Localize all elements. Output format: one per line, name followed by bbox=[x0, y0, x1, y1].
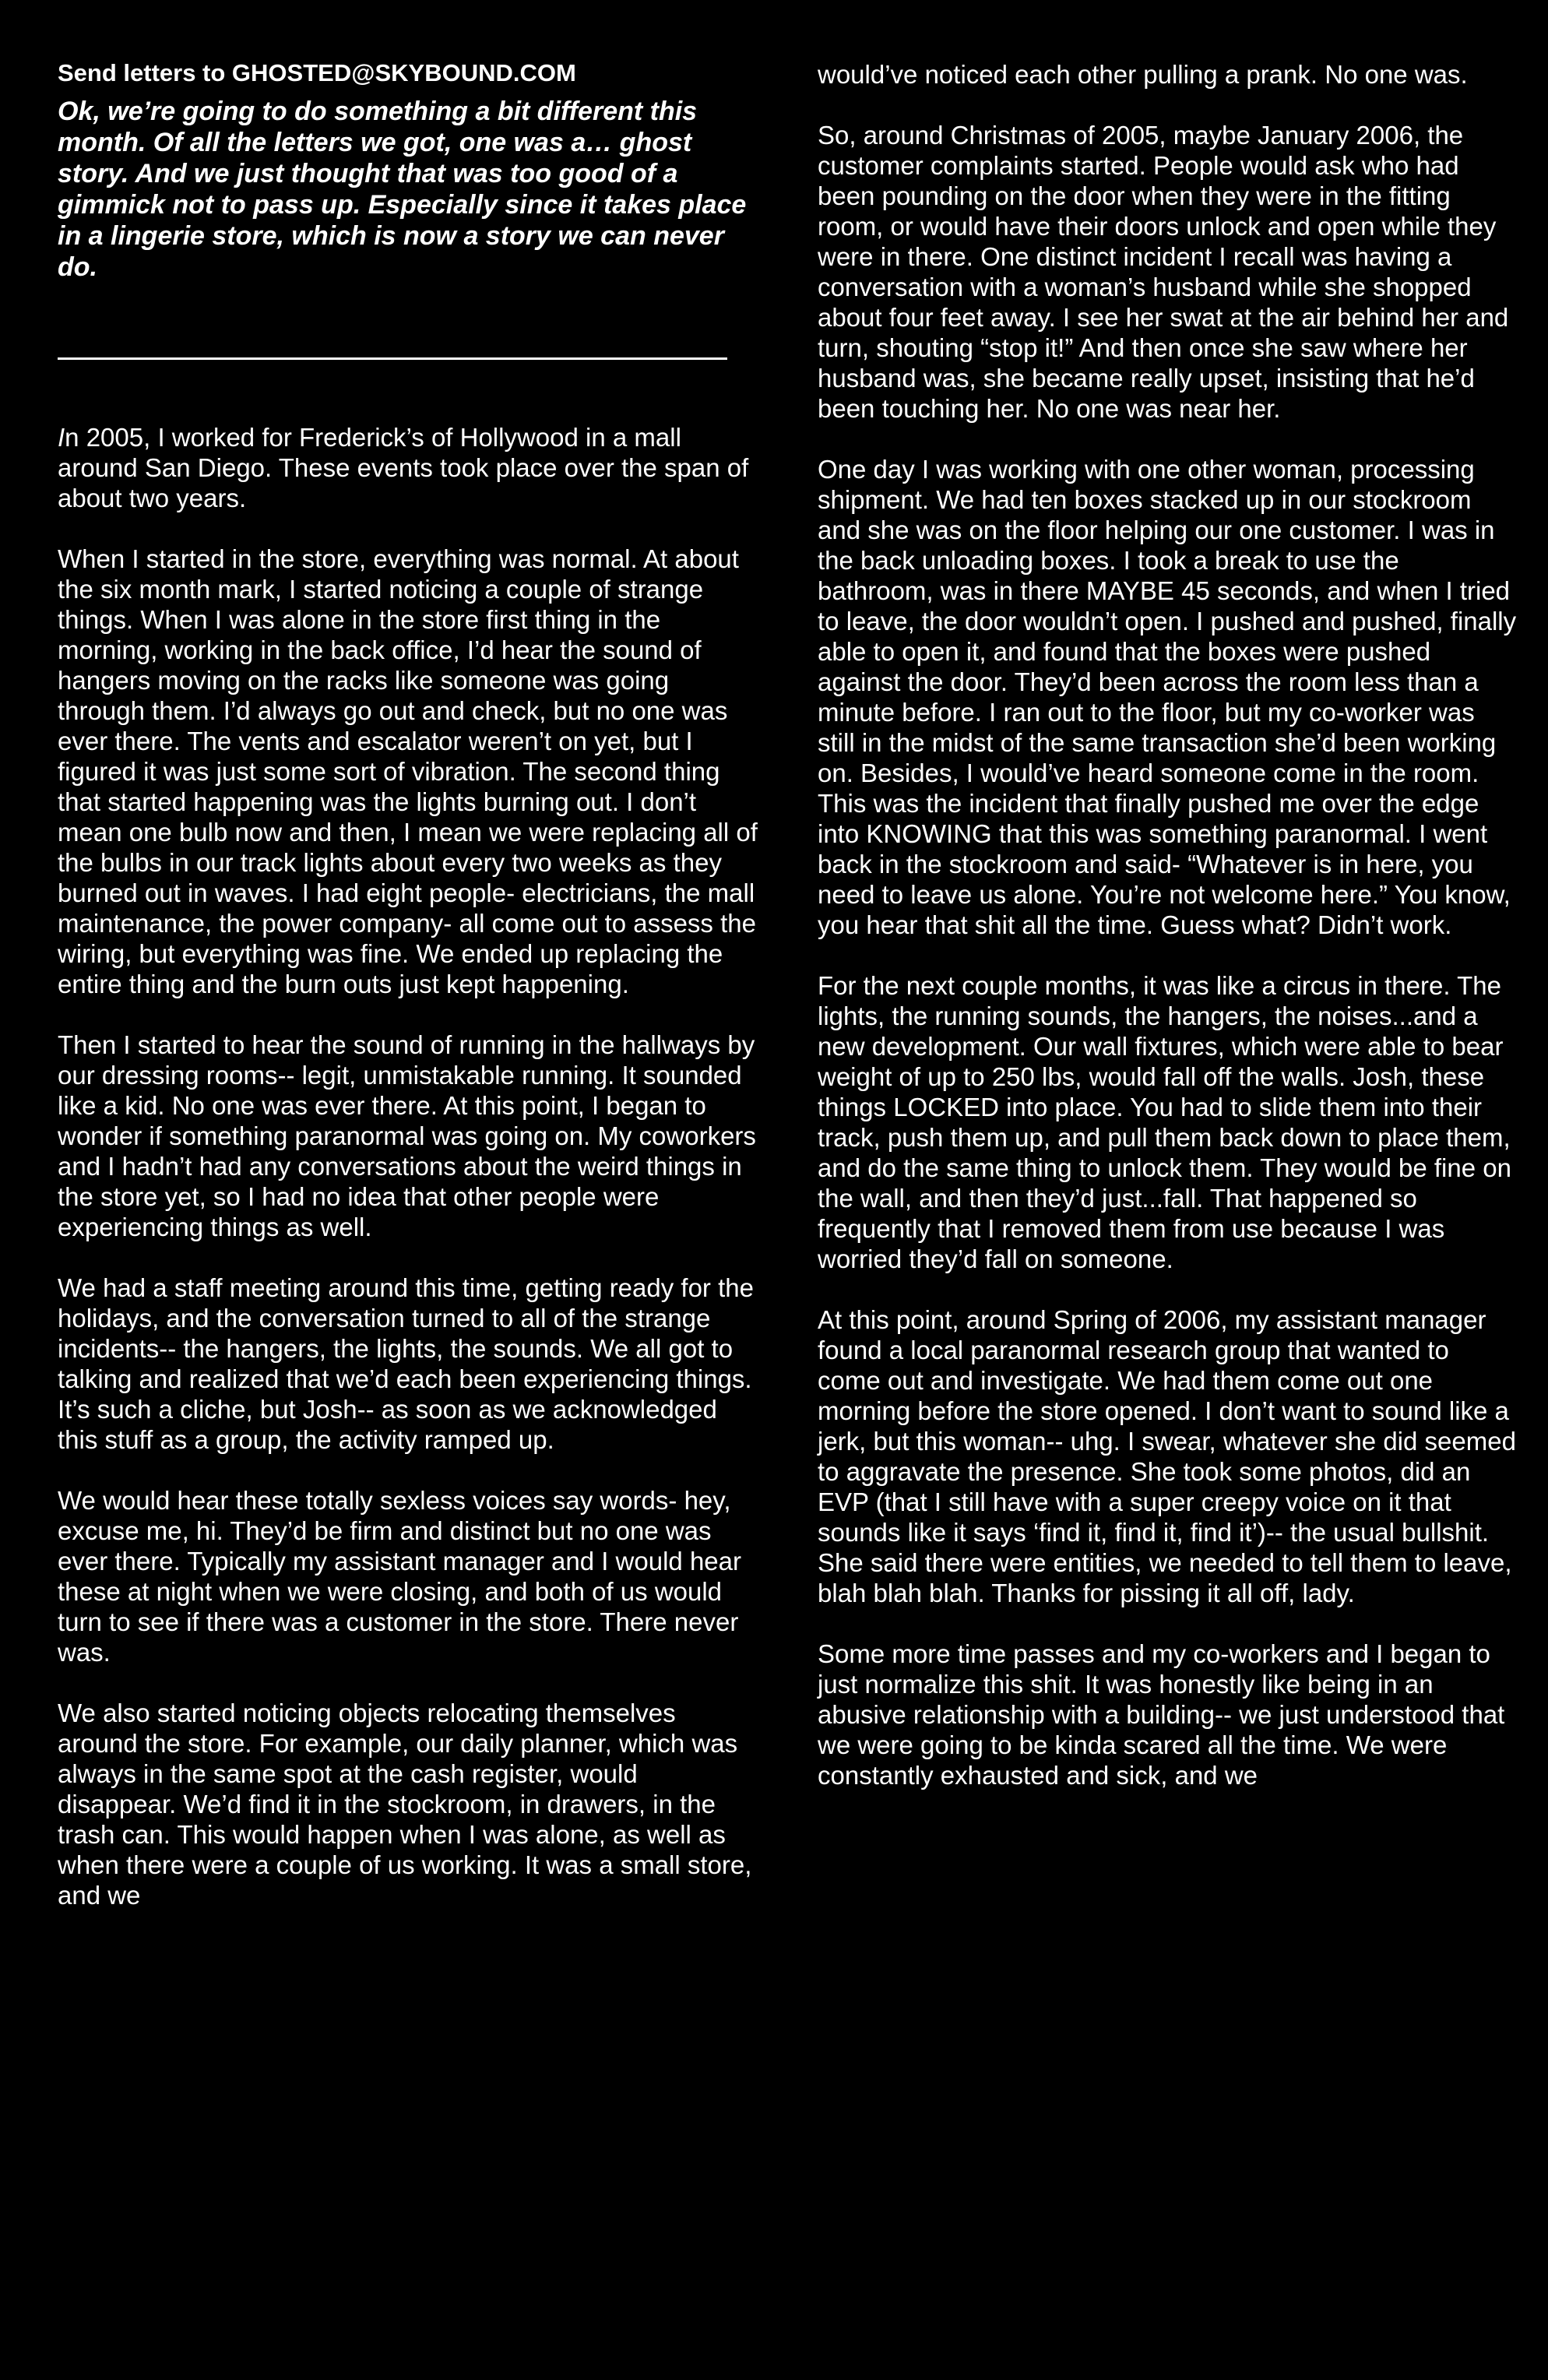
letter-paragraph-2: When I started in the store, everything was normal. At about the six month mark, I started noticing a couple of strange things. When I was alone in the store first thing in the morning, working in the back office, I’d hear the sound of hangers moving on the racks like someone was going through them. I’d always go out and check, but no one was ever there. The vents and escalator weren’t on yet, but I figured it was just some sort of vibration. The second thing that started happening was the lights burning out. I don’t mean one bulb now and then, I mean we were replacing all of the bulbs in our track lights about every two weeks as they burned out in waves. I had eight people- electricians, the mall maintenance, the power company- all come out to assess the wiring, but everything was fine. We ended up replacing the entire thing and the burn outs just kept happening. bbox=[58, 544, 758, 998]
letter-paragraph-10: For the next couple months, it was like a circus in there. The lights, the running sounds, the hangers, the noises...and a new development. Our wall fixtures, which were able to bear weight of up to 250 lbs, would fall off the walls. Josh, these things LOCKED into place. You had to slide them into their track, push them up, and pull them back down to place them, and do the same thing to unlock them. They would be fine on the wall, and then they’d just...fall. That happened so frequently that I removed them from use because I was worried they’d fall on someone. bbox=[818, 971, 1511, 1273]
drop-initial: I bbox=[58, 423, 65, 452]
letter-paragraph-1 bbox=[58, 422, 758, 513]
send-letters-line: Send letters to GHOSTED@SKYBOUND.COM bbox=[58, 59, 576, 86]
letter-paragraph-4: We had a staff meeting around this time, getting ready for the holidays, and the conversation turned to all of the strange incidents-- the hangers, the lights, the sounds. We all got to talking and realized that we’d each been experiencing things. It’s such a cliche, but Josh-- as soon as we acknowledged this stuff as a group, the activity ramped up. bbox=[58, 1273, 754, 1454]
letter-paragraph-3: Then I started to hear the sound of running in the hallways by our dressing rooms-- legit, unmistakable running. It sounded like a kid. No one was ever there. At this point, I began to wonder if something paranormal was going on. My coworkers and I hadn’t had any conversations about the weird things in the store yet, so I had no idea that other people were experiencing things as well. bbox=[58, 1030, 756, 1241]
letter-paragraph-7: would’ve noticed each other pulling a prank. No one was. bbox=[818, 60, 1468, 89]
letter-paragraph-6: We also started noticing objects relocating themselves around the store. For example, our daily planner, which was always in the same spot at the cash register, would disappear. We’d find it in the stockroom, in drawers, in the trash can. This would happen when I was alone, as well as when there were a couple of us working. It was a small store, and we bbox=[58, 1699, 752, 1910]
letter-paragraph-1-text: n 2005, I worked for Frederick’s of Hollywood in a mall around San Diego. These events took place over the span of about two years. bbox=[58, 423, 749, 512]
letter-paragraph-11: At this point, around Spring of 2006, my assistant manager found a local paranormal research group that wanted to come out and investigate. We had them come out one morning before the store opened. I don’t want to sound like a jerk, but this woman-- uhg. I swear, whatever she did seemed to aggravate the presence. She took some photos, did an EVP (that I still have with a super creepy voice on it that sounds like it says ‘find it, find it, find it’)-- the usual bullshit. She said there were entities, we needed to tell them to leave, blah blah blah. Thanks for pissing it all off, lady. bbox=[818, 1305, 1516, 1607]
letter-paragraph-12: Some more time passes and my co-workers and I began to just normalize this shit. It was honestly like being in an abusive relationship with a building-- we just understood that we were going to be kinda scared all the time. We were constantly exhausted and sick, and we bbox=[818, 1639, 1505, 1790]
letter-paragraph-5: We would hear these totally sexless voices say words- hey, excuse me, hi. They’d be firm and distinct but no one was ever there. Typically my assistant manager and I would hear these at night when we were closing, and both of us would turn to see if there was a customer in the store. There never was. bbox=[58, 1486, 741, 1667]
editor-intro: Ok, we’re going to do something a bit different this month. Of all the letters we got, one was a… ghost story. And we just thought that was too good of a gimmick not to pass up. Especially since it takes place in a lingerie store, which is now a story we can never do. bbox=[58, 97, 747, 282]
left-column bbox=[58, 58, 758, 1941]
letter-paragraph-9: One day I was working with one other woman, processing shipment. We had ten boxes stacked up in our stockroom and she was on the floor helping our one customer. I was in the back unloading boxes. I took a break to use the bathroom, was in there MAYBE 45 seconds, and when I tried to leave, the door wouldn’t open. I pushed and pushed, finally able to open it, and found that the boxes were pushed against the door. They’d been across the room less than a minute before. I ran out to the floor, but my co-worker was still in the midst of the same transaction she’d been working on. Besides, I would’ve heard someone come in the room. This was the incident that finally pushed me over the edge into KNOWING that this was something paranormal. I went back in the stockroom and said- “Whatever is in here, you need to leave us alone. You’re not welcome here.” You know, you hear that shit all the time. Guess what? Didn’t work. bbox=[818, 455, 1517, 939]
right-column bbox=[818, 59, 1518, 1821]
section-divider bbox=[58, 357, 727, 360]
letter-paragraph-8: So, around Christmas of 2005, maybe January 2006, the customer complaints started. People would ask who had been pounding on the door when they were in the fitting room, or would have their doors unlock and open while they were in there. One distinct incident I recall was having a conversation with a woman’s husband while she shopped about four feet away. I see her swat at the air behind her and turn, shouting “stop it!” And then once she saw where her husband was, she became really upset, insisting that he’d been touching her. No one was near her. bbox=[818, 121, 1509, 423]
